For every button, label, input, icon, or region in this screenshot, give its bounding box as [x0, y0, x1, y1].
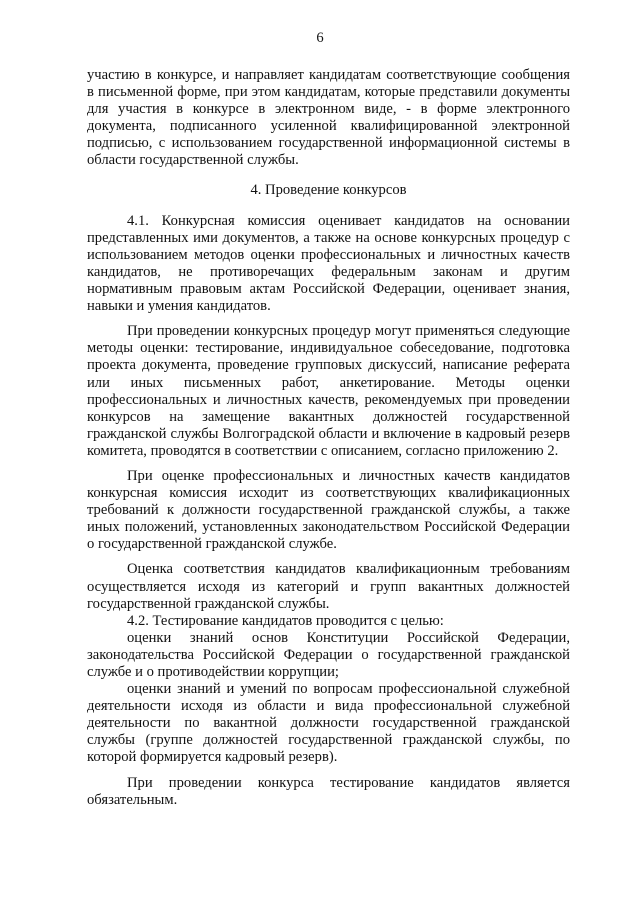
paragraph-qualities: При оценке профессиональных и личностных качеств кандидатов конкурсная комиссия исходит из соответствующих квалификационных требований к должности государственной гражданской службы, а также иных положений, установленных законодательством Российской Федерации о государственной гражданской службе.: [87, 467, 570, 553]
page-number: 6: [316, 30, 324, 46]
paragraph-4-2: 4.2. Тестирование кандидатов проводится с целью:: [127, 612, 444, 629]
section-heading: 4. Проведение конкурсов: [250, 181, 407, 198]
paragraph-requirements: Оценка соответствия кандидатов квалификационным требованиям осуществляется исходя из категорий и групп вакантных должностей государственной гражданской службы.: [87, 561, 570, 612]
list-item-constitution: оценки знаний основ Конституции Российской Федерации, законодательства Российской Федерации о государственной гражданской службе и о противодействии коррупции;: [87, 629, 570, 680]
paragraph-4-1: 4.1. Конкурсная комиссия оценивает кандидатов на основании представленных ими документов, а также на основе конкурсных процедур с использованием методов оценки профессиональных и личностных качеств кандидатов, не противоречащих федеральным законам и другим нормативным правовым актам Российской Федерации, оценивает знания, навыки и умения кандидатов.: [87, 212, 570, 315]
list-item-professional: оценки знаний и умений по вопросам профессиональной служебной деятельности исходя из области и вида профессиональной служебной деятельности по вакантной должности государственной гражданской службы (группе должностей государственной гражданской службы, по которой формируется кадровый резерв).: [87, 681, 570, 766]
document-body: [87, 67, 570, 809]
paragraph-mandatory: При проведении конкурса тестирование кандидатов является обязательным.: [87, 774, 570, 808]
continuation-paragraph: участию в конкурсе, и направляет кандидатам соответствующие сообщения в письменной форме, при этом кандидатам, которые представили документы для участия в конкурсе в электронном виде, - в форме электронного документа, подписанного усиленной квалифицированной электронной подписью, с использованием государственной информационной системы в области государственной службы.: [87, 67, 570, 169]
paragraph-methods: При проведении конкурсных процедур могут применяться следующие методы оценки: тестирование, индивидуальное собеседование, подготовка проекта документа, проведение групповых дискуссий, написание реферата или иных письменных работ, анкетирование. Методы оценки профессиональных и личностных качеств, рекомендуемых при проведении конкурсов на замещение вакантных должностей государственной гражданской службы Волгоградской области и включение в кадровый резерв комитета, проводятся в соответствии с описанием, согласно приложению 2.: [87, 323, 570, 459]
